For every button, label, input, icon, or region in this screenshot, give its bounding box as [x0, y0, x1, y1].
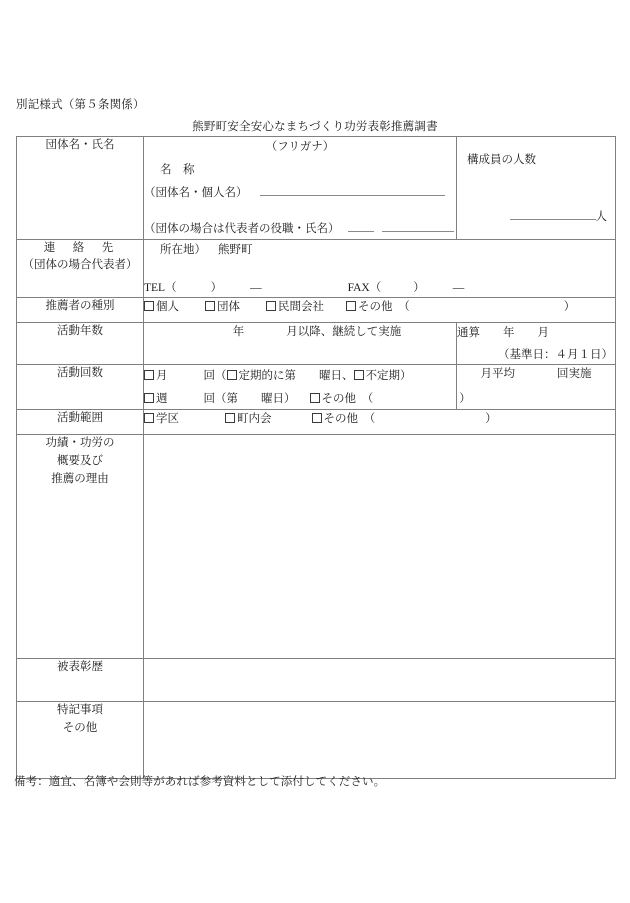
- checkbox-label-scope-school-district: 学区: [156, 413, 179, 426]
- cell-organization-name-fields: [144, 137, 457, 240]
- activity-years-rest: 月以降、継続して実施: [286, 326, 402, 339]
- address-line: [144, 241, 615, 259]
- table-row-activity-scope: [17, 410, 616, 435]
- address-value[interactable]: 熊野町: [218, 243, 253, 256]
- checkbox-label-activity-monthly: 月: [156, 370, 168, 383]
- footnote-remark: 備考：適宜、名簿や会則等があれば参考資料として添付してください。: [14, 776, 386, 788]
- activity-years-line: [144, 323, 456, 339]
- page-title: 熊野町安全安心なまちづくり功労表彰推薦調書: [192, 121, 438, 133]
- tel-label: TEL（: [144, 281, 177, 294]
- checkbox-label-activity-other: その他 （: [321, 392, 374, 405]
- representative-input-line: [144, 218, 456, 238]
- checkbox-recommender-company[interactable]: [266, 301, 276, 311]
- table-row-contact: [17, 239, 616, 298]
- row-label-activity-scope: 活動範囲: [17, 410, 144, 435]
- checkbox-label-activity-irregular: 不定期）: [365, 370, 412, 383]
- row-label-activity-count: 活動回数: [17, 365, 144, 410]
- recommender-type-checkbox-group: [144, 298, 615, 316]
- address-label: 所在地）: [160, 243, 206, 256]
- merit-summary-textarea[interactable]: [144, 435, 616, 659]
- table-row-merit-summary: [17, 435, 616, 659]
- checkbox-label-activity-weekly: 週: [156, 392, 168, 405]
- fax-close-paren: ）: [413, 281, 425, 294]
- cell-contact-fields: [144, 239, 616, 298]
- form-code-label: 別記様式（第５条関係）: [16, 99, 145, 111]
- organization-name-input[interactable]: [260, 182, 445, 196]
- activity-total-label: 通算 年 月: [457, 327, 549, 340]
- activity-monthly-unit: 回（: [203, 370, 227, 383]
- notes-label-line2: その他: [62, 721, 98, 734]
- name-label: 名 称: [160, 164, 195, 177]
- checkbox-label-scope-other: その他 （: [323, 413, 376, 426]
- tel-fax-line: [144, 279, 615, 297]
- activity-average-unit: 回実施: [557, 368, 592, 381]
- notes-label-line1: 特記事項: [57, 704, 103, 717]
- member-count-label: 構成員の人数: [467, 154, 536, 166]
- checkbox-label-activity-regular: 定期的に第 曜日、: [238, 370, 354, 383]
- cell-activity-scope-options: [144, 410, 616, 435]
- cell-activity-years-total: [457, 323, 616, 365]
- checkbox-activity-regular[interactable]: [227, 370, 237, 380]
- activity-count-monthly-line: [144, 367, 456, 385]
- activity-count-weekly-line: [144, 390, 471, 408]
- row-label-notes: [17, 702, 144, 779]
- activity-year-unit: 年: [232, 326, 245, 339]
- checkbox-scope-neighborhood[interactable]: [225, 413, 235, 423]
- recommendation-form-table: [16, 136, 616, 779]
- merit-label-line1: 功績・功労の: [45, 437, 115, 450]
- activity-scope-checkbox-group: [144, 410, 615, 428]
- checkbox-recommender-other[interactable]: [346, 301, 356, 311]
- checkbox-recommender-individual[interactable]: [144, 301, 154, 311]
- member-count-unit: 人: [595, 211, 607, 224]
- tel-dash: ―: [250, 281, 262, 294]
- activity-weekly-detail: 回（第 曜日）: [203, 392, 296, 405]
- row-label-award-history: 被表彰歴: [17, 659, 144, 702]
- checkbox-label-recommender-group: 団体: [217, 301, 240, 314]
- member-count-input[interactable]: [510, 206, 596, 220]
- row-label-activity-years: 活動年数: [17, 323, 144, 365]
- checkbox-label-recommender-company: 民間会社: [278, 301, 324, 314]
- table-row-organization-name: [17, 137, 616, 240]
- cell-activity-count-options: [144, 365, 471, 410]
- checkbox-label-recommender-other: その他 （: [358, 301, 410, 314]
- table-row-activity-count: [17, 365, 616, 410]
- merit-label-line2: 概要及び: [57, 454, 103, 467]
- activity-average-line: [457, 365, 615, 381]
- contact-label-line2: （団体の場合代表者）: [22, 259, 138, 272]
- merit-label-line3: 推薦の理由: [51, 472, 109, 485]
- cell-member-count: [457, 137, 616, 240]
- scope-other-close-paren: ）: [485, 413, 497, 426]
- furigana-label: （フリガナ）: [265, 141, 335, 153]
- contact-label-line1: 連 絡 先: [43, 241, 117, 254]
- checkbox-recommender-group[interactable]: [205, 301, 215, 311]
- recommender-other-close-paren: ）: [563, 301, 576, 314]
- checkbox-activity-monthly[interactable]: [144, 370, 154, 380]
- cell-activity-monthly-average: [457, 365, 616, 410]
- checkbox-scope-other[interactable]: [312, 413, 322, 423]
- checkbox-label-scope-neighborhood: 町内会: [237, 413, 272, 426]
- checkbox-scope-school-district[interactable]: [144, 413, 154, 423]
- checkbox-activity-weekly[interactable]: [144, 393, 154, 403]
- notes-textarea[interactable]: [144, 702, 616, 779]
- row-label-merit-summary: [17, 435, 144, 659]
- cell-activity-years-value: [144, 323, 457, 365]
- award-history-textarea[interactable]: [144, 659, 616, 702]
- member-count-input-line: [457, 206, 615, 226]
- checkbox-activity-irregular[interactable]: [354, 370, 364, 380]
- representative-name-input[interactable]: [382, 218, 454, 232]
- table-row-notes: [17, 702, 616, 779]
- representative-label: （団体の場合は代表者の役職・氏名）: [144, 223, 340, 236]
- table-row-recommender-type: [17, 298, 616, 323]
- fax-dash: ―: [452, 281, 465, 294]
- table-row-award-history: [17, 659, 616, 702]
- checkbox-activity-other[interactable]: [310, 393, 320, 403]
- fax-label: FAX（: [347, 281, 382, 294]
- row-label-organization-name: 団体名・氏名: [17, 137, 144, 240]
- activity-base-date: （基準日：４月１日）: [498, 348, 613, 361]
- row-label-contact: [17, 239, 144, 298]
- table-row-activity-years: [17, 323, 616, 365]
- checkbox-label-recommender-individual: 個人: [156, 301, 179, 314]
- representative-title-input[interactable]: [348, 218, 374, 232]
- cell-recommender-type-options: [144, 298, 616, 323]
- activity-other-close-paren: ）: [459, 392, 471, 405]
- name-sublabel: （団体名・個人名）: [144, 186, 248, 199]
- tel-close-paren: ）: [210, 281, 223, 294]
- name-input-line: [144, 182, 456, 202]
- activity-average-label: 月平均: [480, 368, 515, 381]
- row-label-recommender-type: 推薦者の種別: [17, 298, 144, 323]
